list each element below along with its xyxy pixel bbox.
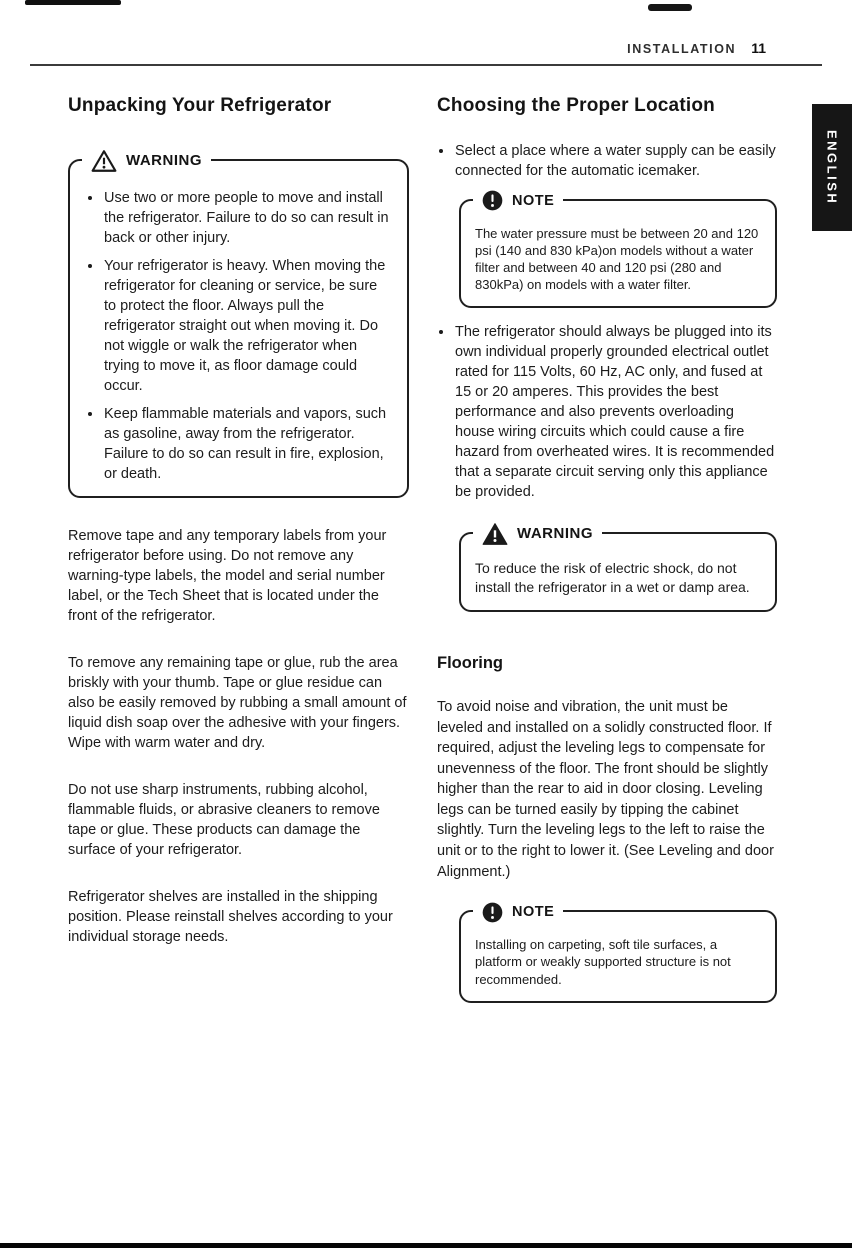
warning-bullet: • Keep flammable materials and vapors, such as gasoline, away from the refrigerator. Failure to do so can result in fire, explosion, or death. <box>103 404 393 484</box>
note-box-flooring <box>459 904 777 1002</box>
warning-label: WARNING <box>517 525 593 543</box>
note-label: NOTE <box>512 904 555 921</box>
note-label: NOTE <box>512 192 555 209</box>
warning-box-electric-shock <box>459 525 777 612</box>
note-text-flooring: Installing on carpeting, soft tile surfaces, a platform or weakly supported structure is not recommended. <box>475 937 731 987</box>
language-tab-english: ENGLISH <box>812 104 852 231</box>
paragraph-shelves: Refrigerator shelves are installed in the shipping position. Please reinstall shelves according to your individual storage needs. <box>68 888 393 945</box>
note-box-water-pressure <box>459 192 777 309</box>
warning-bullet-list <box>86 188 393 484</box>
note-exclamation-circle-icon <box>482 902 503 923</box>
warning-triangle-outline-icon <box>91 149 117 173</box>
header-page-number: 11 <box>751 40 766 56</box>
scan-edge <box>0 1243 852 1248</box>
note-box-title <box>473 186 563 216</box>
note-text-water-pressure: The water pressure must be between 20 and 120 psi (140 and 830 kPa)on models without a water filter and between 40 and 120 psi (280 and 830kPa) on models with a water filter. <box>475 225 759 293</box>
left-column <box>68 95 409 974</box>
bullet-power: • The refrigerator should always be plugged into its own individual properly grounded electrical outlet rated for 115 Volts, 60 Hz, AC only, and fused at 15 or 20 amperes. This provides the best performance and also prevents overloading house wiring circuits which could cause a fire hazard from overheated wires. It is recommended that a separate circuit serving only this appliance be provided. <box>454 322 777 502</box>
location-bullet-list <box>437 322 777 502</box>
header-section-label: INSTALLATION <box>627 42 737 56</box>
paragraph-remove-labels: Remove tape and any temporary labels from your refrigerator before using. Do not remove any warning-type labels, the model and serial number label, or the Tech Sheet that is located under the front of the refrigerator. <box>68 527 387 624</box>
sub-title-flooring: Flooring <box>437 654 503 673</box>
paragraph-remove-glue: To remove any remaining tape or glue, rub the area briskly with your thumb. Tape or glue residue can also be easily removed by rubbing a small amount of liquid dish soap over the adhesive with your fingers. Wipe with warm water and dry. <box>68 654 407 751</box>
warning-box-unpacking <box>68 151 409 498</box>
location-bullet-list <box>437 141 777 181</box>
note-box-title <box>473 897 563 927</box>
warning-box-title <box>473 519 602 549</box>
paragraph-sharp-instruments: Do not use sharp instruments, rubbing alcohol, flammable fluids, or abrasive cleaners to remove tape or glue. These products can damage the surface of your refrigerator. <box>68 781 380 858</box>
warning-label: WARNING <box>126 151 202 169</box>
note-exclamation-circle-icon <box>482 190 503 211</box>
page-header <box>0 40 766 56</box>
warning-text-electric-shock: To reduce the risk of electric shock, do not install the refrigerator in a wet or damp area. <box>475 560 750 596</box>
bullet-water-supply: • Select a place where a water supply can be easily connected for the automatic icemaker. <box>454 141 777 181</box>
warning-bullet: • Your refrigerator is heavy. When moving the refrigerator for cleaning or service, be sure to protect the floor. Always pull the refrigerator straight out when moving it. Do not wiggle or walk the refrigerator when trying to move it, as floor damage could occur. <box>103 256 393 396</box>
header-rule <box>30 64 822 66</box>
section-title-unpacking: Unpacking Your Refrigerator <box>68 95 332 116</box>
warning-bullet: • Use two or more people to move and install the refrigerator. Failure to do so can result in back or other injury. <box>103 188 393 248</box>
scan-artifact <box>648 4 692 11</box>
section-title-location: Choosing the Proper Location <box>437 95 715 116</box>
right-column <box>437 95 777 1003</box>
paragraph-flooring: To avoid noise and vibration, the unit must be leveled and installed on a solidly constructed floor. If required, adjust the leveling legs to compensate for unevenness of the floor. The front should be slightly higher than the rear to aid in door closing. Leveling legs can be turned easily by tipping the cabinet slightly. Turn the leveling legs to the left to raise the unit or to the right to lower it. (See Leveling and door Alignment.) <box>437 699 774 880</box>
warning-triangle-filled-icon <box>482 522 508 546</box>
warning-box-title <box>82 146 211 176</box>
scan-artifact <box>25 0 121 5</box>
